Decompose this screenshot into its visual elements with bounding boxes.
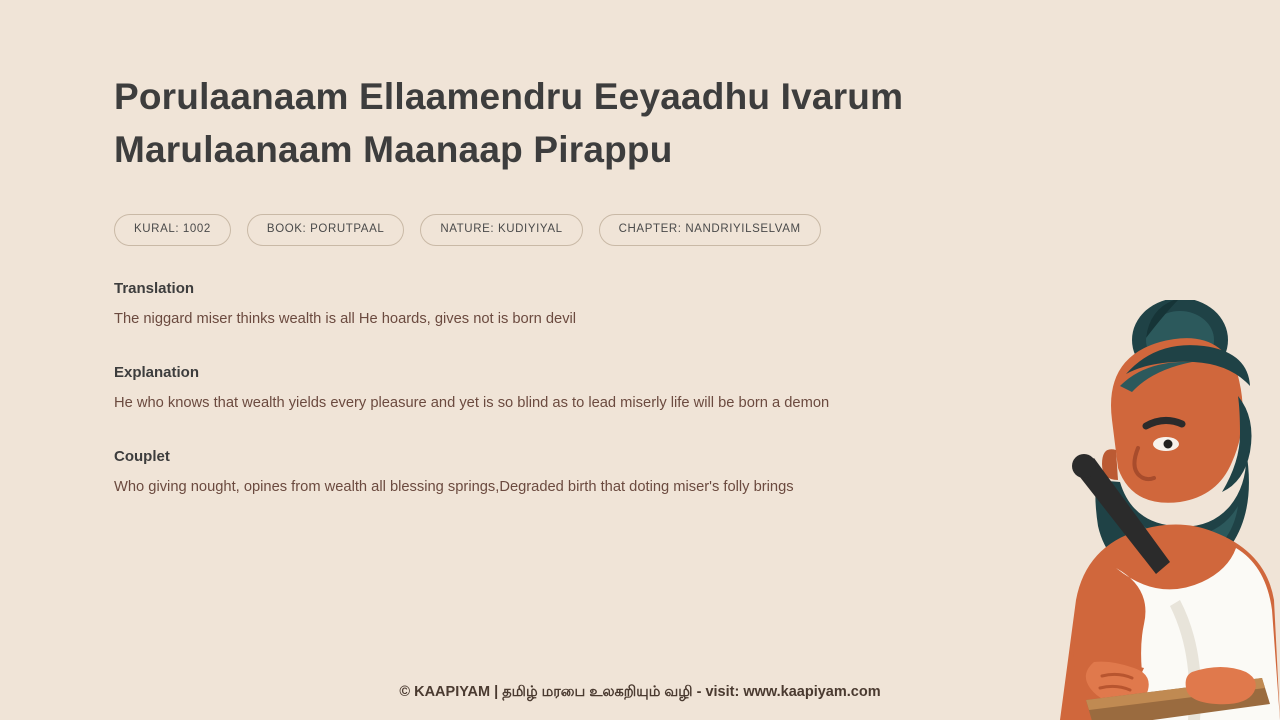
section-couplet xyxy=(114,448,904,498)
chip-chapter[interactable]: CHAPTER: NANDRIYILSELVAM xyxy=(599,214,821,246)
section-text-translation: The niggard miser thinks wealth is all He hoards, gives not is born devil xyxy=(114,310,577,327)
section-text-explanation: He who knows that wealth yields every pleasure and yet is so blind as to lead miserly life will be born a demon xyxy=(114,394,830,411)
content-column xyxy=(114,70,904,498)
chip-book[interactable]: BOOK: PORUTPAAL xyxy=(247,214,404,246)
section-heading-couplet: Couplet xyxy=(114,447,170,465)
section-explanation xyxy=(114,364,904,414)
section-heading-explanation: Explanation xyxy=(114,363,200,381)
section-heading-translation: Translation xyxy=(114,279,195,297)
section-text-couplet: Who giving nought, opines from wealth all blessing springs,Degraded birth that doting miser's folly brings xyxy=(114,478,794,495)
metadata-chip-list xyxy=(114,214,904,246)
chip-kural[interactable]: KURAL: 1002 xyxy=(114,214,231,246)
chip-nature[interactable]: NATURE: KUDIYIYAL xyxy=(420,214,582,246)
thiruvalluvar-illustration xyxy=(880,300,1280,720)
section-translation xyxy=(114,280,904,330)
page-title: Porulaanaam Ellaamendru Eeyaadhu Ivarum Marulaanaam Maanaap Pirappu xyxy=(114,76,904,170)
footer-credit: © KAAPIYAM | தமிழ் மரபை உலகறியும் வழி - visit: www.kaapiyam.com xyxy=(399,684,881,700)
